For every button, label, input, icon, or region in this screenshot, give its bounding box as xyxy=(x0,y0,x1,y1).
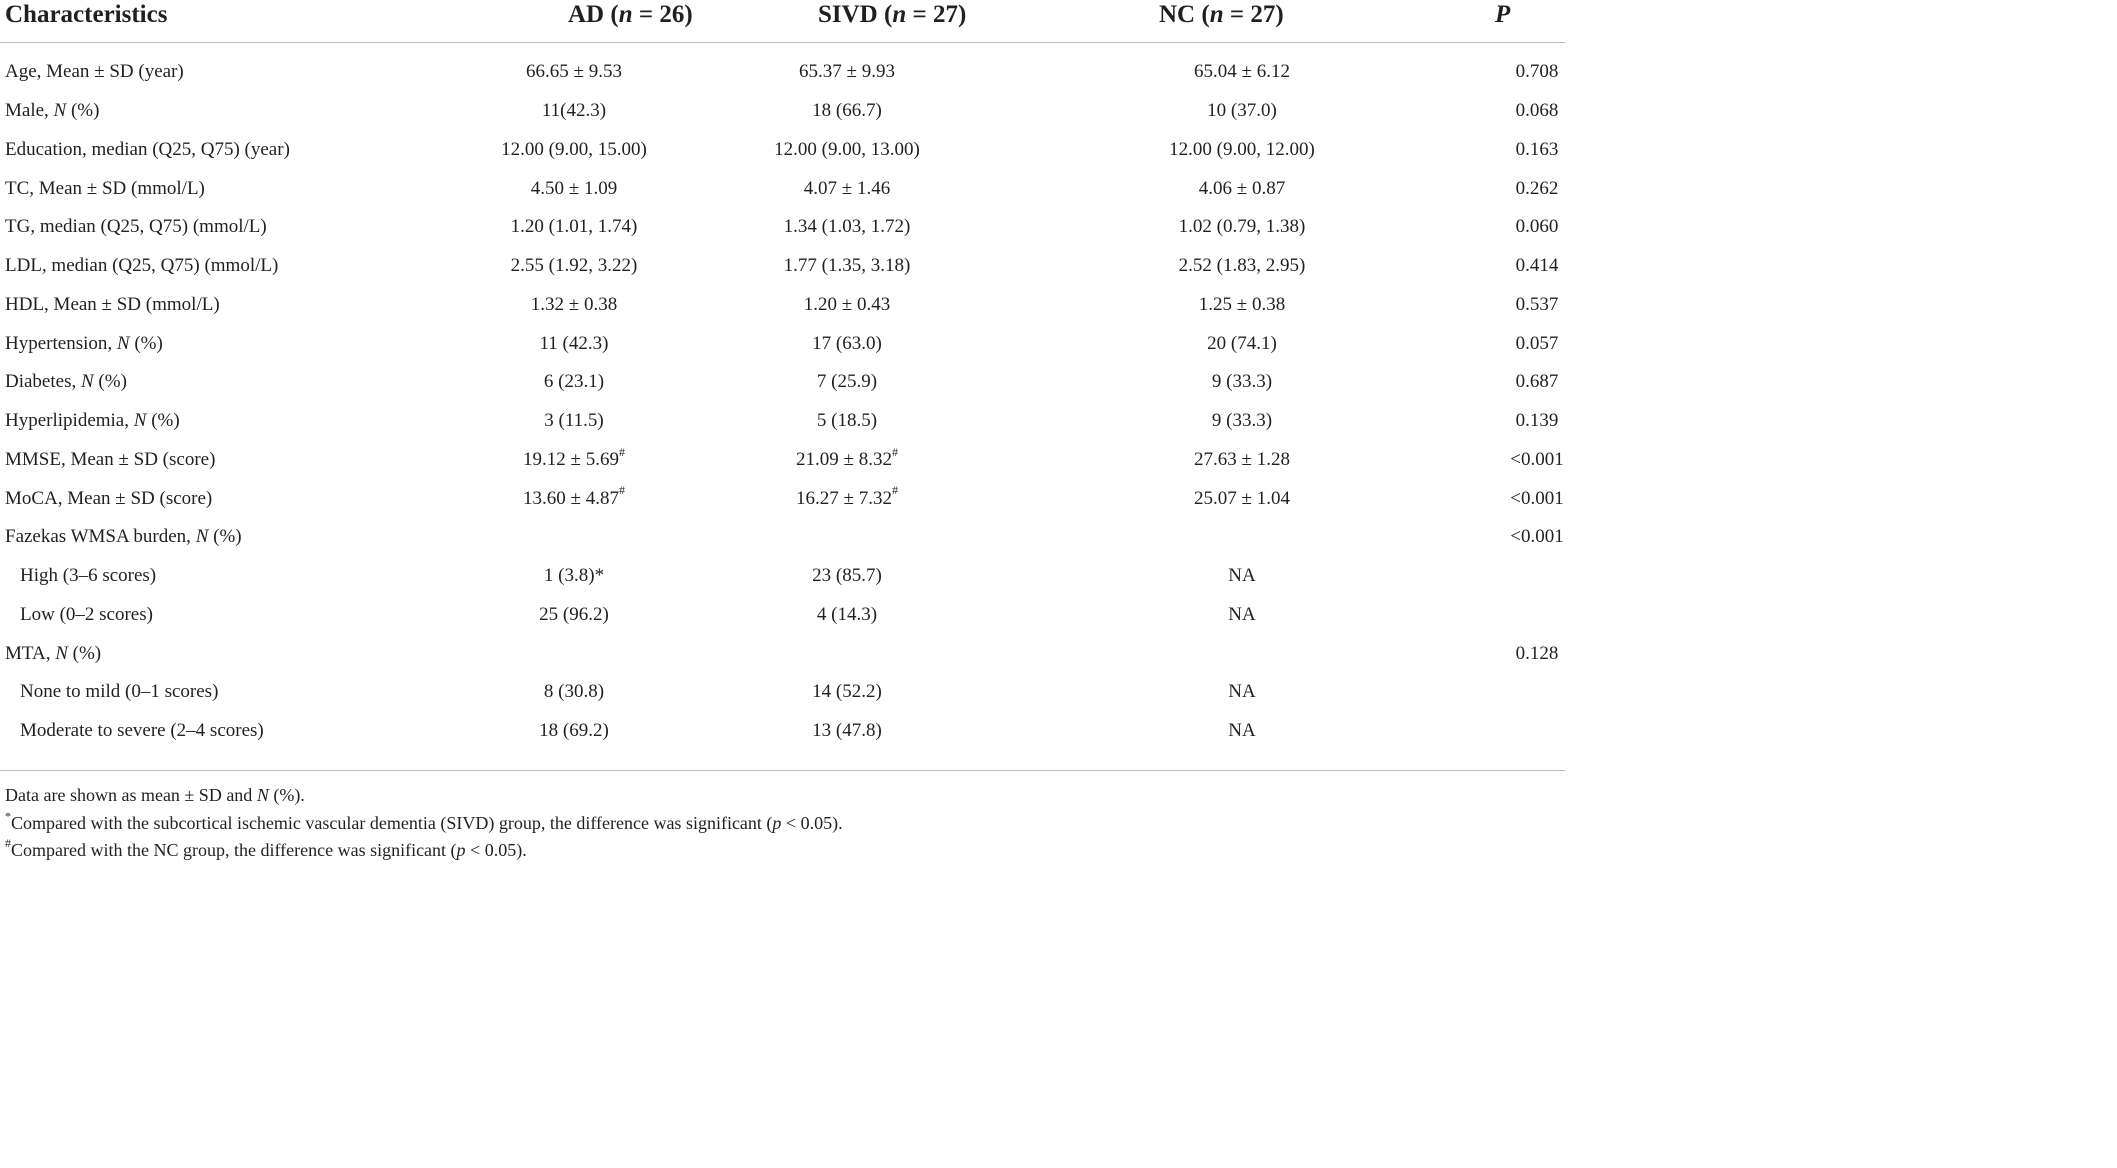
table-row xyxy=(0,479,1565,518)
cell-ad: 1.32 ± 0.38 xyxy=(530,293,618,315)
table-row xyxy=(0,324,1565,363)
cell-sivd: 1.77 (1.35, 3.18) xyxy=(783,255,911,277)
cell-sivd xyxy=(704,634,1094,673)
header-sivd: SIVD (n = 27) xyxy=(704,0,1094,43)
table-row xyxy=(0,131,1565,170)
table-row xyxy=(0,673,1565,712)
cell-ad xyxy=(440,634,704,673)
row-label: HDL, Mean ± SD (mmol/L) xyxy=(5,293,220,315)
cell-sivd: 1.34 (1.03, 1.72) xyxy=(783,216,911,238)
cell-sivd xyxy=(704,518,1094,557)
cell-sivd: 5 (18.5) xyxy=(816,410,878,432)
cell-nc: 25.07 ± 1.04 xyxy=(1194,487,1290,509)
row-label: MMSE, Mean ± SD (score) xyxy=(5,448,216,470)
cell-nc xyxy=(1094,518,1360,557)
cell-p-value xyxy=(1360,596,1565,635)
row-label: None to mild (0–1 scores) xyxy=(20,681,219,703)
cell-ad: 4.50 ± 1.09 xyxy=(530,177,618,199)
cell-nc: 9 (33.3) xyxy=(1211,371,1273,393)
row-label: Male, N (%) xyxy=(5,100,100,122)
table-footnotes xyxy=(5,782,843,865)
cell-nc: 9 (33.3) xyxy=(1211,410,1273,432)
cell-nc: 1.02 (0.79, 1.38) xyxy=(1178,216,1306,238)
cell-p-value: 0.068 xyxy=(1515,100,1559,122)
row-label: Diabetes, N (%) xyxy=(5,371,127,393)
cell-nc: 4.06 ± 0.87 xyxy=(1198,177,1286,199)
header-characteristics: Characteristics xyxy=(0,0,440,43)
row-label: Hypertension, N (%) xyxy=(5,332,163,354)
table-row xyxy=(0,247,1565,286)
row-label: Age, Mean ± SD (year) xyxy=(5,61,184,83)
cell-sivd: 23 (85.7) xyxy=(812,565,882,587)
row-label: TG, median (Q25, Q75) (mmol/L) xyxy=(5,216,267,238)
cell-ad: 66.65 ± 9.53 xyxy=(526,61,622,83)
row-label: MoCA, Mean ± SD (score) xyxy=(5,487,213,509)
table-row xyxy=(0,169,1565,208)
cell-p-value: <0.001 xyxy=(1510,487,1564,509)
header-ad: AD (n = 26) xyxy=(440,0,704,43)
cell-p-value: 0.687 xyxy=(1515,371,1559,393)
cell-ad: 12.00 (9.00, 15.00) xyxy=(501,138,647,160)
cell-sivd: 21.09 ± 8.32# xyxy=(796,444,898,470)
table-row xyxy=(0,441,1565,480)
table-row xyxy=(0,92,1565,131)
cell-ad: 25 (96.2) xyxy=(539,603,609,625)
cell-sivd: 4.07 ± 1.46 xyxy=(803,177,891,199)
table-row xyxy=(0,402,1565,441)
cell-ad: 6 (23.1) xyxy=(543,371,605,393)
row-label: Hyperlipidemia, N (%) xyxy=(5,410,180,432)
cell-ad: 2.55 (1.92, 3.22) xyxy=(510,255,638,277)
cell-ad: 11(42.3) xyxy=(541,100,607,122)
cell-nc: 65.04 ± 6.12 xyxy=(1194,61,1290,83)
cell-p-value: 0.057 xyxy=(1515,332,1559,354)
cell-ad: 13.60 ± 4.87# xyxy=(523,483,625,509)
cell-sivd: 14 (52.2) xyxy=(812,681,882,703)
characteristics-table xyxy=(0,0,1565,751)
cell-nc: NA xyxy=(1228,720,1256,742)
cell-p-value: 0.262 xyxy=(1515,177,1559,199)
cell-nc: 20 (74.1) xyxy=(1207,332,1277,354)
cell-ad: 8 (30.8) xyxy=(543,681,605,703)
cell-p-value: <0.001 xyxy=(1510,526,1564,548)
table-header xyxy=(0,0,1565,43)
table-row xyxy=(0,518,1565,557)
cell-p-value: 0.708 xyxy=(1515,61,1559,83)
cell-sivd: 18 (66.7) xyxy=(812,100,882,122)
cell-ad: 11 (42.3) xyxy=(539,332,609,354)
cell-nc: NA xyxy=(1228,565,1256,587)
cell-ad: 3 (11.5) xyxy=(544,410,604,432)
row-label: Low (0–2 scores) xyxy=(20,603,153,625)
cell-p-value: 0.060 xyxy=(1515,216,1559,238)
cell-ad: 18 (69.2) xyxy=(539,720,609,742)
cell-p-value: 0.128 xyxy=(1515,642,1559,664)
header-nc: NC (n = 27) xyxy=(1094,0,1360,43)
cell-nc xyxy=(1094,634,1360,673)
row-label: LDL, median (Q25, Q75) (mmol/L) xyxy=(5,255,279,277)
cell-sivd: 4 (14.3) xyxy=(816,603,878,625)
row-label: High (3–6 scores) xyxy=(20,565,157,587)
header-row xyxy=(0,0,1565,43)
cell-p-value xyxy=(1360,557,1565,596)
table-row xyxy=(0,208,1565,247)
table-row xyxy=(0,634,1565,673)
cell-p-value xyxy=(1360,673,1565,712)
table-row xyxy=(0,557,1565,596)
table-body xyxy=(0,43,1565,751)
row-label: TC, Mean ± SD (mmol/L) xyxy=(5,177,205,199)
row-label: Education, median (Q25, Q75) (year) xyxy=(5,138,290,160)
table-bottom-rule xyxy=(0,770,1565,771)
cell-p-value: <0.001 xyxy=(1510,448,1564,470)
cell-nc: 10 (37.0) xyxy=(1207,100,1277,122)
header-p-value: P xyxy=(1360,0,1565,43)
cell-sivd: 65.37 ± 9.93 xyxy=(799,61,895,83)
table-row xyxy=(0,712,1565,751)
cell-sivd: 13 (47.8) xyxy=(812,720,882,742)
cell-nc: 1.25 ± 0.38 xyxy=(1198,293,1286,315)
cell-ad: 1.20 (1.01, 1.74) xyxy=(510,216,638,238)
cell-nc: NA xyxy=(1228,681,1256,703)
row-label: Moderate to severe (2–4 scores) xyxy=(20,720,264,742)
characteristics-table-container xyxy=(0,0,1568,751)
table-row xyxy=(0,363,1565,402)
cell-nc: 12.00 (9.00, 12.00) xyxy=(1169,138,1315,160)
cell-ad xyxy=(440,518,704,557)
cell-ad: 19.12 ± 5.69# xyxy=(523,444,625,470)
cell-ad: 1 (3.8)* xyxy=(543,565,605,587)
table-row xyxy=(0,596,1565,635)
cell-nc: 2.52 (1.83, 2.95) xyxy=(1178,255,1306,277)
cell-sivd: 1.20 ± 0.43 xyxy=(803,293,891,315)
footnote-hash: #Compared with the NC group, the difference was significant (p < 0.05). xyxy=(5,836,527,860)
table-row xyxy=(0,43,1565,92)
cell-p-value: 0.537 xyxy=(1515,293,1559,315)
cell-p-value: 0.414 xyxy=(1515,255,1559,277)
cell-sivd: 7 (25.9) xyxy=(816,371,878,393)
footnote-data-format: Data are shown as mean ± SD and N (%). xyxy=(5,785,305,805)
cell-sivd: 12.00 (9.00, 13.00) xyxy=(774,138,920,160)
footnote-asterisk: *Compared with the subcortical ischemic vascular dementia (SIVD) group, the difference was significant (p < 0.05). xyxy=(5,808,843,833)
cell-sivd: 16.27 ± 7.32# xyxy=(796,483,898,509)
row-label: Fazekas WMSA burden, N (%) xyxy=(5,526,242,548)
cell-p-value xyxy=(1360,712,1565,751)
cell-sivd: 17 (63.0) xyxy=(812,332,882,354)
cell-nc: 27.63 ± 1.28 xyxy=(1194,448,1290,470)
cell-p-value: 0.163 xyxy=(1515,138,1559,160)
row-label: MTA, N (%) xyxy=(5,642,102,664)
table-row xyxy=(0,286,1565,325)
cell-nc: NA xyxy=(1228,603,1256,625)
cell-p-value: 0.139 xyxy=(1515,410,1559,432)
